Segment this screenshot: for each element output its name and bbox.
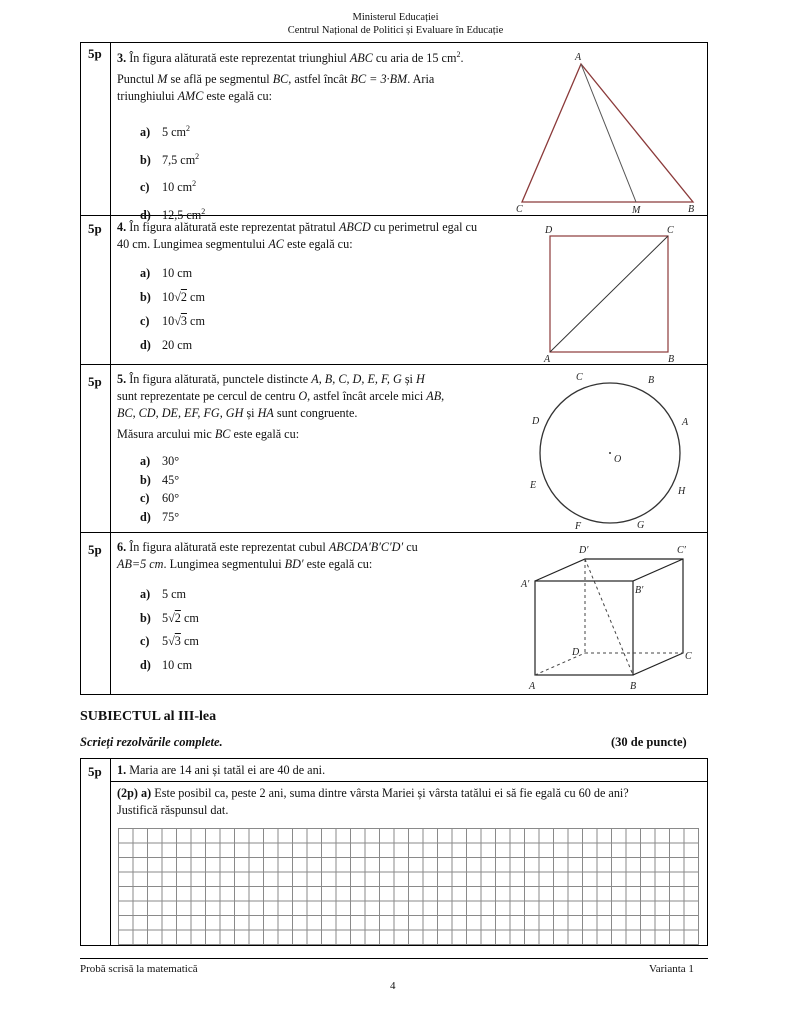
footer-variant: Varianta 1 [649,963,694,975]
q6-option-a: a) 5 cm [140,587,187,601]
q5-options [140,452,179,526]
q3-option-b: b) 7,5 $cm^2$ [140,151,200,167]
q6-option-c: c) 5√3 cm [140,634,199,648]
svg-text:C: C [576,372,583,383]
q4-text: 4. În figura alăturată este reprezentat pătratul ABCD cu perimetrul egal cu 40 cm. Lungimea segmentului AC este egală cu: [117,220,478,251]
svg-text:B: B [648,375,655,386]
header-center: Centrul Național de Politici și Evaluare în Educație [287,25,504,36]
svg-text:A: A [529,681,536,692]
svg-text:D′: D′ [579,545,589,556]
svg-text:C′: C′ [677,545,686,556]
p1-points: 5p [88,764,102,779]
q4-option-d: d) 20 cm [140,338,193,352]
svg-text:M: M [632,205,641,216]
q5-text: 5. În figura alăturată, punctele distincte A, B, C, D, E, F, G și H sunt reprezentate pe cercul de centru O, astfel încât arcele mici AB, BC, CD, DE, EF, FG, GH și HA sunt congruente. Măsura arcului mic BC este egală cu: [117,372,445,441]
q6-option-d: d) 10 cm [140,657,193,672]
svg-text:E: E [530,480,537,491]
svg-text:C: C [685,651,692,662]
svg-text:O: O [614,454,622,465]
svg-text:B: B [630,681,637,692]
q5-option-c: c) 60° [140,491,180,505]
q6-cube-figure [515,537,700,694]
svg-text:B: B [688,204,695,215]
svg-text:C: C [516,204,523,215]
q6-points: 5p [88,542,102,557]
q5-option-b: b) 45° [140,472,180,487]
svg-text:D: D [572,647,580,658]
q4-points: 5p [88,221,102,236]
q4-option-a: a) 10 cm [140,266,193,280]
svg-text:G: G [637,520,645,531]
svg-text:B: B [668,354,675,364]
section-points: (30 de puncte) [611,735,687,749]
q5-option-a: a) 30° [140,454,180,468]
svg-text:C: C [667,225,674,236]
section-instructions: Scrieți rezolvările complete. [80,735,223,749]
svg-text:D: D [545,225,553,236]
svg-text:B′: B′ [635,585,644,596]
svg-text:A: A [544,354,551,364]
svg-text:H: H [678,486,686,497]
page-number: 4 [390,980,396,992]
q3-option-d: d) 12,5 $cm^2$ [140,206,206,222]
answer-grid[interactable] [118,828,699,945]
svg-text:D: D [532,416,540,427]
q3-triangle-figure [510,48,705,216]
footer-exam-name: Probă scrisă la matematică [80,963,198,975]
svg-text:A′: A′ [521,579,530,590]
svg-text:A: A [682,417,689,428]
footer-rule [80,958,708,959]
q5-points: 5p [88,374,102,389]
section-title: SUBIECTUL al III-lea [80,709,217,724]
q3-points: 5p [88,46,102,61]
p1-statement: 1. Maria are 14 ani și tatăl ei are 40 de ani. [117,763,326,777]
q6-options [140,583,199,677]
q3-text: 3. În figura alăturată este reprezentat triunghiul ABC cu aria de 15 $cm^2$. Punctul M se află pe segmentul BC, astfel încât BC = 3·BM. Aria triunghiului AMC este egală cu: [117,50,464,104]
q6-option-b: b) 5√2 cm [140,610,199,625]
q3-option-a: a) 5 $cm^2$ [140,124,191,140]
q6-text: 6. În figura alăturată este reprezentat cubul ABCDA′B′C′D′ cu AB=5 cm. Lungimea segmentului BD′ este egală cu: [117,540,418,571]
q4-option-b: b) 10√2 cm [140,290,205,304]
header-ministry: Ministerul Educației [352,12,439,23]
q5-circle-figure [520,366,700,532]
q3-options [140,117,205,227]
q4-square-figure [535,222,685,364]
svg-text:F: F [575,521,582,532]
q4-options [140,261,205,357]
q5-option-d: d) 75° [140,509,180,524]
p1-question-a: (2p) a) Este posibil ca, peste 2 ani, suma dintre vârsta Mariei și vârsta tatălui ei să fie egală cu 60 de ani? Justifică răspunsul dat. [117,786,629,817]
q3-option-c: c) 10 $cm^2$ [140,179,197,195]
svg-text:A: A [575,52,582,63]
q4-option-c: c) 10√3 cm [140,314,205,328]
